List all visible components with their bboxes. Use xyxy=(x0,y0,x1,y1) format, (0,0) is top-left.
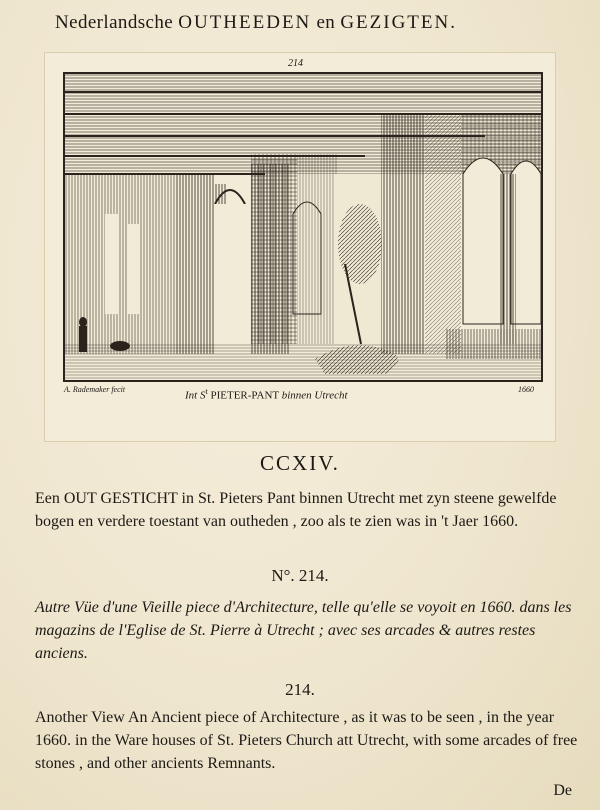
header-conj: en xyxy=(316,12,336,33)
header-left: Nederlandsche xyxy=(55,12,174,33)
running-header xyxy=(55,12,457,34)
plate-roman-number: CCXIV. xyxy=(260,451,340,475)
caption-prefix: Int S xyxy=(185,389,206,402)
caption-sup: t xyxy=(205,387,208,396)
english-description: Another View An Ancient piece of Architecture , as it was to be seen , in the year 1660. in the Ware houses of St. Pieters Church att Utrecht, with some arcades of free stones , and other ancients Remnants. xyxy=(35,709,578,772)
plate-caption xyxy=(185,387,348,402)
caption-rest: binnen Utrecht xyxy=(281,389,348,402)
engraving xyxy=(63,72,543,382)
catchword: De xyxy=(553,782,572,799)
header-right: GEZIGTEN. xyxy=(340,12,457,33)
english-number: 214. xyxy=(285,680,315,699)
plate-year: 1660 xyxy=(518,385,534,394)
caption-caps: PIETER-PANT xyxy=(210,389,279,402)
french-number: N°. 214. xyxy=(271,566,329,585)
cloister-illustration xyxy=(65,74,541,380)
french-description: Autre Vüe d'une Vieille piece d'Architecture, telle qu'elle se voyoit en 1660. dans les magazins de l'Eglise de St. Pierre à Utrecht ; avec ses arcades & autres restes anciens. xyxy=(35,599,572,662)
plate-page-number: 214 xyxy=(288,58,303,69)
artist-signature: A. Rademaker fecit xyxy=(64,385,126,394)
dutch-description: Een OUT GESTICHT in St. Pieters Pant binnen Utrecht met zyn steene gewelfde bogen en verdere toestant van outheden , zoo als te zien was in 't Jaer 1660. xyxy=(35,490,557,530)
header-main: OUTHEEDEN xyxy=(178,12,312,33)
